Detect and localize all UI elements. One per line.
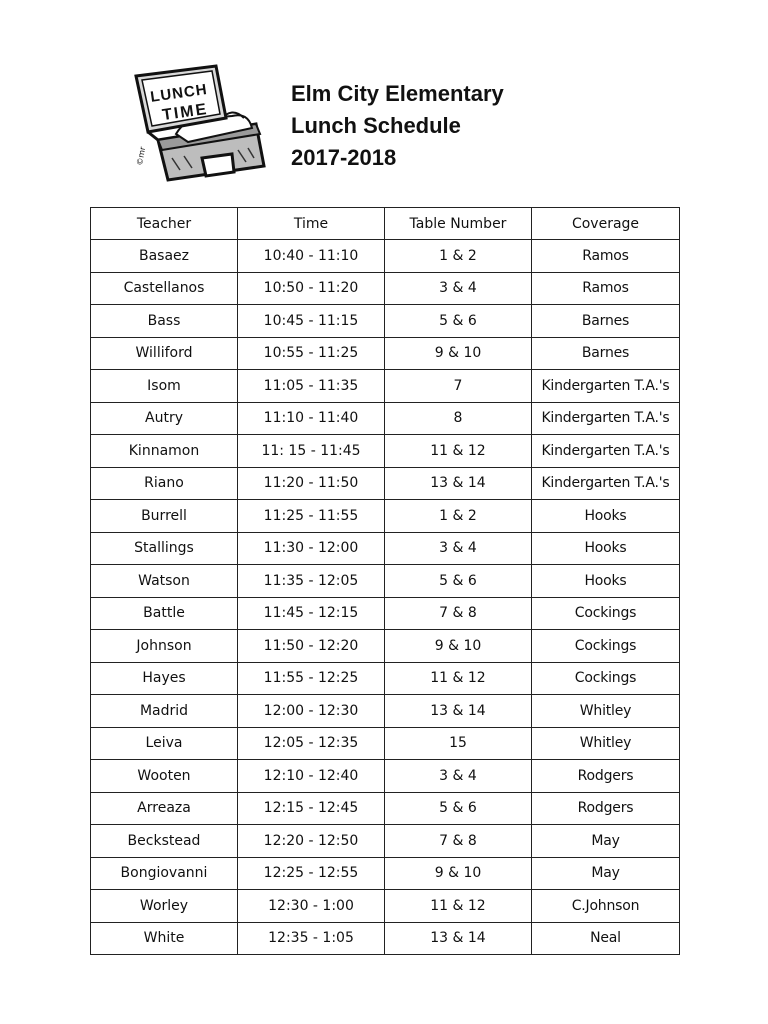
table-body <box>91 240 680 955</box>
time-cell: 11:55 - 12:25 <box>238 662 385 695</box>
coverage-cell: Whitley <box>532 695 680 728</box>
coverage-cell: May <box>532 825 680 858</box>
teacher-cell: Basaez <box>91 240 238 273</box>
title-school-year: 2017-2018 <box>291 145 397 170</box>
table-row <box>91 922 680 955</box>
table-row <box>91 727 680 760</box>
time-cell: 10:50 - 11:20 <box>238 272 385 305</box>
teacher-cell: Hayes <box>91 662 238 695</box>
coverage-cell: Kindergarten T.A.'s <box>532 370 680 403</box>
header-time: Time <box>238 208 385 240</box>
teacher-cell: Isom <box>91 370 238 403</box>
table-number-cell: 9 & 10 <box>385 630 532 663</box>
header-table-number: Table Number <box>385 208 532 240</box>
table-number-cell: 8 <box>385 402 532 435</box>
teacher-cell: Castellanos <box>91 272 238 305</box>
teacher-cell: Battle <box>91 597 238 630</box>
coverage-cell: Neal <box>532 922 680 955</box>
artist-signature: ©mr <box>135 145 148 167</box>
coverage-cell: Kindergarten T.A.'s <box>532 467 680 500</box>
teacher-cell: Beckstead <box>91 825 238 858</box>
title-school-name: Elm City Elementary <box>291 81 504 106</box>
coverage-cell: Ramos <box>532 272 680 305</box>
header-teacher: Teacher <box>91 208 238 240</box>
coverage-cell: Hooks <box>532 500 680 533</box>
table-row <box>91 825 680 858</box>
coverage-cell: Kindergarten T.A.'s <box>532 435 680 468</box>
table-row <box>91 695 680 728</box>
time-cell: 12:25 - 12:55 <box>238 857 385 890</box>
header-coverage: Coverage <box>532 208 680 240</box>
coverage-cell: Rodgers <box>532 760 680 793</box>
teacher-cell: White <box>91 922 238 955</box>
table-number-cell: 7 <box>385 370 532 403</box>
table-row <box>91 890 680 923</box>
table-row <box>91 467 680 500</box>
time-cell: 12:20 - 12:50 <box>238 825 385 858</box>
table-number-cell: 5 & 6 <box>385 792 532 825</box>
time-cell: 10:55 - 11:25 <box>238 337 385 370</box>
table-number-cell: 5 & 6 <box>385 305 532 338</box>
lunch-time-logo <box>128 62 276 182</box>
time-cell: 12:15 - 12:45 <box>238 792 385 825</box>
logo-text-line2: TIME <box>161 100 210 125</box>
table-number-cell: 1 & 2 <box>385 240 532 273</box>
teacher-cell: Madrid <box>91 695 238 728</box>
lunch-schedule-table <box>90 207 680 955</box>
table-row <box>91 760 680 793</box>
table-number-cell: 3 & 4 <box>385 272 532 305</box>
table-number-cell: 7 & 8 <box>385 825 532 858</box>
table-row <box>91 857 680 890</box>
time-cell: 11:05 - 11:35 <box>238 370 385 403</box>
teacher-cell: Burrell <box>91 500 238 533</box>
time-cell: 11: 15 - 11:45 <box>238 435 385 468</box>
coverage-cell: Kindergarten T.A.'s <box>532 402 680 435</box>
table-row <box>91 500 680 533</box>
document-title <box>291 78 504 174</box>
time-cell: 11:20 - 11:50 <box>238 467 385 500</box>
teacher-cell: Arreaza <box>91 792 238 825</box>
table-row <box>91 532 680 565</box>
time-cell: 12:30 - 1:00 <box>238 890 385 923</box>
table-row <box>91 597 680 630</box>
time-cell: 12:05 - 12:35 <box>238 727 385 760</box>
time-cell: 11:25 - 11:55 <box>238 500 385 533</box>
teacher-cell: Leiva <box>91 727 238 760</box>
table-number-cell: 3 & 4 <box>385 532 532 565</box>
table-row <box>91 305 680 338</box>
teacher-cell: Autry <box>91 402 238 435</box>
table-number-cell: 9 & 10 <box>385 337 532 370</box>
table-number-cell: 11 & 12 <box>385 662 532 695</box>
title-schedule-name: Lunch Schedule <box>291 113 461 138</box>
table-number-cell: 11 & 12 <box>385 890 532 923</box>
table-number-cell: 13 & 14 <box>385 922 532 955</box>
teacher-cell: Bass <box>91 305 238 338</box>
time-cell: 10:45 - 11:15 <box>238 305 385 338</box>
teacher-cell: Johnson <box>91 630 238 663</box>
coverage-cell: Whitley <box>532 727 680 760</box>
table-header-row <box>91 208 680 240</box>
coverage-cell: Cockings <box>532 630 680 663</box>
table-row <box>91 630 680 663</box>
table-row <box>91 402 680 435</box>
teacher-cell: Stallings <box>91 532 238 565</box>
teacher-cell: Wooten <box>91 760 238 793</box>
table-row <box>91 792 680 825</box>
teacher-cell: Kinnamon <box>91 435 238 468</box>
table-number-cell: 3 & 4 <box>385 760 532 793</box>
teacher-cell: Williford <box>91 337 238 370</box>
time-cell: 12:10 - 12:40 <box>238 760 385 793</box>
table-row <box>91 435 680 468</box>
table-number-cell: 13 & 14 <box>385 467 532 500</box>
coverage-cell: Ramos <box>532 240 680 273</box>
table-number-cell: 5 & 6 <box>385 565 532 598</box>
teacher-cell: Watson <box>91 565 238 598</box>
table-row <box>91 337 680 370</box>
time-cell: 10:40 - 11:10 <box>238 240 385 273</box>
coverage-cell: Hooks <box>532 565 680 598</box>
table-number-cell: 15 <box>385 727 532 760</box>
teacher-cell: Worley <box>91 890 238 923</box>
table-row <box>91 565 680 598</box>
coverage-cell: Barnes <box>532 305 680 338</box>
coverage-cell: Hooks <box>532 532 680 565</box>
teacher-cell: Bongiovanni <box>91 857 238 890</box>
coverage-cell: Barnes <box>532 337 680 370</box>
time-cell: 11:30 - 12:00 <box>238 532 385 565</box>
time-cell: 11:10 - 11:40 <box>238 402 385 435</box>
table-row <box>91 370 680 403</box>
logo-text-line1: LUNCH <box>149 80 209 106</box>
table-number-cell: 9 & 10 <box>385 857 532 890</box>
coverage-cell: C.Johnson <box>532 890 680 923</box>
table-number-cell: 13 & 14 <box>385 695 532 728</box>
coverage-cell: May <box>532 857 680 890</box>
table-number-cell: 1 & 2 <box>385 500 532 533</box>
table-row <box>91 662 680 695</box>
table-number-cell: 11 & 12 <box>385 435 532 468</box>
table-number-cell: 7 & 8 <box>385 597 532 630</box>
teacher-cell: Riano <box>91 467 238 500</box>
time-cell: 12:35 - 1:05 <box>238 922 385 955</box>
table-row <box>91 272 680 305</box>
coverage-cell: Cockings <box>532 597 680 630</box>
time-cell: 11:35 - 12:05 <box>238 565 385 598</box>
table-row <box>91 240 680 273</box>
time-cell: 11:45 - 12:15 <box>238 597 385 630</box>
coverage-cell: Cockings <box>532 662 680 695</box>
time-cell: 12:00 - 12:30 <box>238 695 385 728</box>
coverage-cell: Rodgers <box>532 792 680 825</box>
time-cell: 11:50 - 12:20 <box>238 630 385 663</box>
